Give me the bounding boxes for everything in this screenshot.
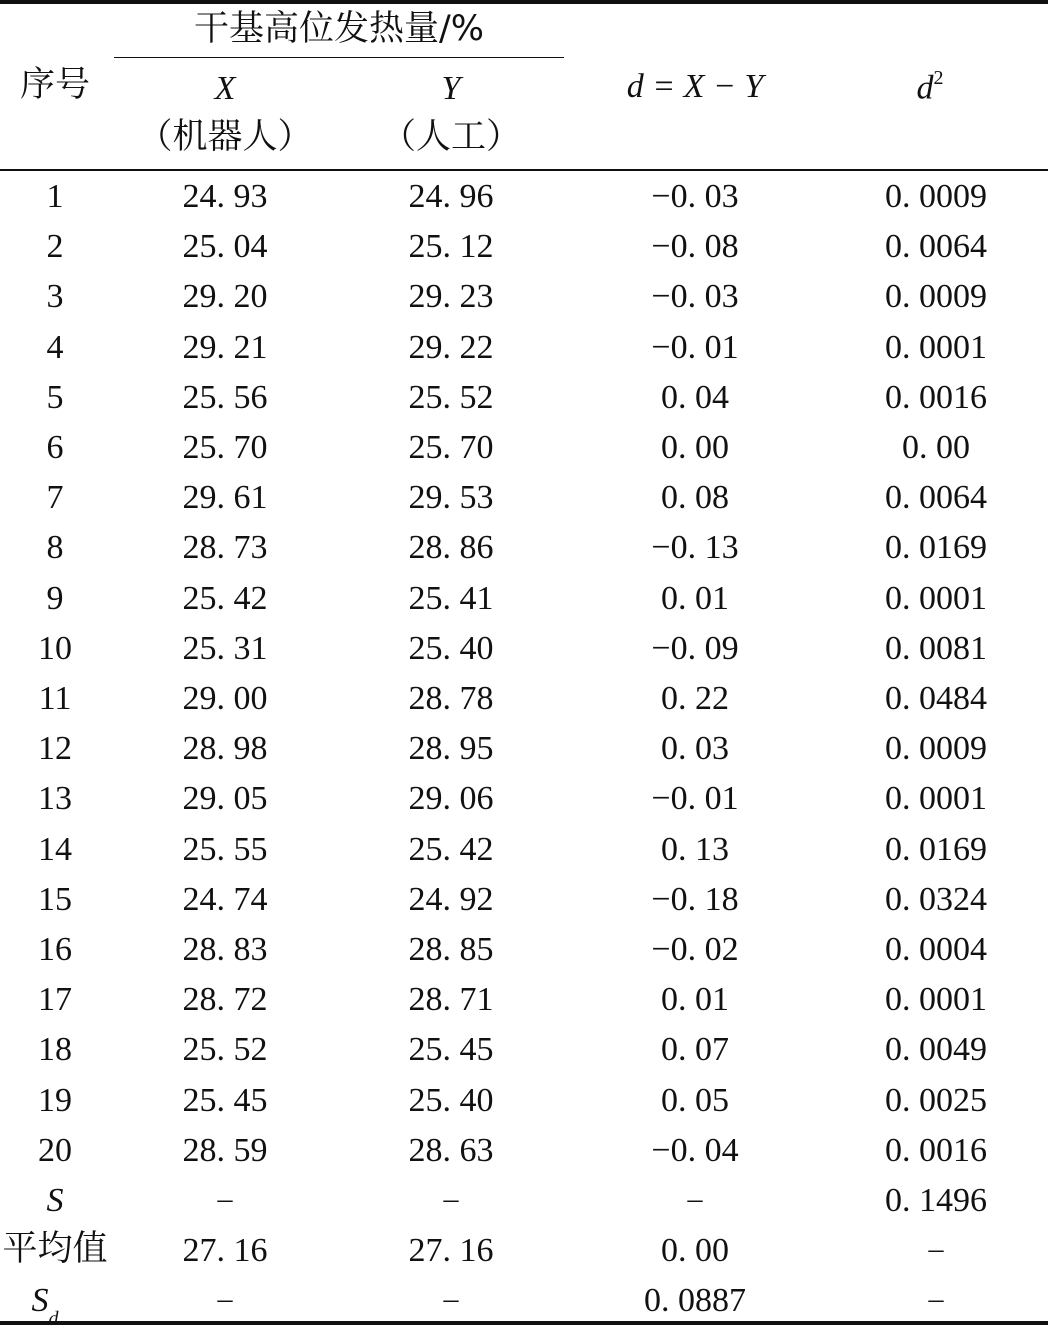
cell-d2: 0. 0324: [885, 880, 987, 918]
cell-x: 25. 70: [182, 429, 268, 466]
cell-d: 0. 08: [661, 479, 729, 517]
cell-y: 29. 53: [408, 479, 494, 517]
sd-label-base: S: [31, 1282, 49, 1320]
row-index: 13: [38, 780, 72, 818]
cell-x: 29. 21: [182, 328, 268, 366]
cell-d2: 0. 0049: [885, 1031, 987, 1069]
cell-y: 25. 12: [408, 228, 494, 266]
row-index: 7: [46, 479, 64, 517]
cell-y: 29. 22: [408, 328, 494, 366]
sum-label: S: [46, 1182, 64, 1219]
sd-d2: –: [928, 1282, 944, 1316]
header-x: X: [214, 70, 236, 107]
cell-d: 0. 00: [661, 429, 729, 466]
cell-y: 24. 96: [408, 178, 494, 215]
cell-y: 28. 71: [408, 981, 494, 1019]
cell-d2: 0. 0001: [885, 328, 987, 366]
row-index: 4: [46, 328, 64, 366]
cell-x: 25. 04: [182, 228, 268, 266]
mean-x: 27. 16: [182, 1232, 268, 1270]
cell-x: 28. 72: [182, 981, 268, 1019]
header-y-note: （人工）: [380, 117, 522, 157]
sum-y: –: [443, 1182, 459, 1215]
cell-y: 25. 41: [408, 579, 494, 617]
row-index: 16: [38, 931, 72, 968]
cell-d2: 0. 0009: [885, 730, 987, 768]
cell-d: −0. 18: [651, 880, 739, 918]
sd-y: –: [443, 1282, 459, 1316]
cell-d2: 0. 0001: [885, 981, 987, 1019]
cell-d: −0. 08: [651, 228, 739, 266]
sd-d: 0. 0887: [644, 1282, 746, 1320]
cell-d: −0. 01: [651, 780, 739, 818]
cell-d: −0. 02: [651, 931, 739, 968]
mean-label: 平均值: [2, 1229, 108, 1270]
cell-d: 0. 01: [661, 579, 729, 617]
header-y: Y: [441, 70, 461, 107]
sd-label-sub: d: [48, 1308, 59, 1330]
cell-d2: 0. 0004: [885, 931, 987, 968]
row-index: 6: [46, 429, 64, 466]
header-d2-base: d: [916, 69, 934, 107]
header-group-label: 干基高位发热量/%: [193, 9, 485, 49]
cell-d: −0. 03: [651, 278, 739, 316]
cell-d2: 0. 0081: [885, 629, 987, 667]
cell-y: 28. 95: [408, 730, 494, 768]
cell-x: 25. 45: [182, 1081, 268, 1119]
sum-d: –: [687, 1182, 703, 1215]
cell-x: 29. 00: [182, 680, 268, 717]
cell-y: 25. 52: [408, 378, 494, 416]
cell-d2: 0. 0064: [885, 479, 987, 517]
sum-x: –: [217, 1182, 233, 1215]
mean-d2: –: [928, 1232, 944, 1266]
cell-d2: 0. 0016: [885, 378, 987, 416]
cell-d2: 0. 0064: [885, 228, 987, 266]
cell-y: 24. 92: [408, 880, 494, 918]
cell-d: −0. 01: [651, 328, 739, 366]
cell-d: 0. 13: [661, 830, 729, 868]
row-index: 15: [38, 880, 72, 918]
sum-d2: 0. 1496: [885, 1182, 987, 1219]
row-index: 8: [46, 529, 64, 567]
cell-x: 29. 61: [182, 479, 268, 517]
cell-x: 28. 98: [182, 730, 268, 768]
cell-x: 29. 05: [182, 780, 268, 818]
row-index: 9: [46, 579, 64, 617]
cell-d2: 0. 00: [902, 429, 970, 466]
cell-d2: 0. 0001: [885, 780, 987, 818]
row-index: 19: [38, 1081, 72, 1119]
cell-y: 28. 85: [408, 931, 494, 968]
row-index: 17: [38, 981, 72, 1019]
cell-d: −0. 03: [651, 178, 739, 215]
cell-x: 25. 52: [182, 1031, 268, 1069]
cell-x: 25. 55: [182, 830, 268, 868]
cell-d: 0. 03: [661, 730, 729, 768]
cell-d2: 0. 0001: [885, 579, 987, 617]
cell-x: 28. 83: [182, 931, 268, 968]
cell-y: 28. 63: [408, 1131, 494, 1169]
row-index: 14: [38, 830, 72, 868]
cell-y: 29. 23: [408, 278, 494, 316]
cell-d: 0. 22: [661, 680, 729, 717]
row-index: 20: [38, 1131, 72, 1169]
row-index: 2: [46, 228, 64, 266]
row-index: 18: [38, 1031, 72, 1069]
cell-x: 25. 56: [182, 378, 268, 416]
sd-label: [31, 1282, 59, 1330]
cell-d: 0. 04: [661, 378, 729, 416]
header-index: 序号: [19, 65, 91, 105]
mean-d: 0. 00: [661, 1232, 729, 1270]
cell-x: 25. 42: [182, 579, 268, 617]
cell-y: 25. 45: [408, 1031, 494, 1069]
cell-x: 28. 59: [182, 1131, 268, 1169]
header-d2-exp: 2: [933, 67, 944, 89]
cell-y: 25. 70: [408, 429, 494, 466]
cell-d2: 0. 0016: [885, 1131, 987, 1169]
cell-d2: 0. 0025: [885, 1081, 987, 1119]
row-index: 5: [46, 378, 64, 416]
row-index: 1: [46, 178, 64, 215]
cell-y: 29. 06: [408, 780, 494, 818]
cell-x: 28. 73: [182, 529, 268, 567]
row-index: 10: [38, 629, 72, 667]
cell-x: 24. 74: [182, 880, 268, 918]
header-x-note: （机器人）: [137, 117, 313, 157]
sd-x: –: [217, 1282, 233, 1316]
cell-y: 28. 78: [408, 680, 494, 717]
row-index: 11: [38, 680, 72, 717]
cell-d2: 0. 0169: [885, 529, 987, 567]
header-d: d = X − Y: [626, 68, 764, 105]
cell-d2: 0. 0009: [885, 278, 987, 316]
cell-d2: 0. 0169: [885, 830, 987, 868]
row-index: 12: [38, 730, 72, 768]
cell-d: −0. 04: [651, 1131, 739, 1169]
cell-d: 0. 05: [661, 1081, 729, 1119]
cell-d: −0. 09: [651, 629, 739, 667]
cell-d: 0. 07: [661, 1031, 729, 1069]
cell-y: 28. 86: [408, 529, 494, 567]
cell-d2: 0. 0484: [885, 680, 987, 717]
cell-x: 25. 31: [182, 629, 268, 667]
cell-d2: 0. 0009: [885, 178, 987, 215]
cell-y: 25. 42: [408, 830, 494, 868]
row-index: 3: [46, 278, 64, 316]
mean-y: 27. 16: [408, 1232, 494, 1270]
cell-y: 25. 40: [408, 629, 494, 667]
cell-x: 24. 93: [182, 178, 268, 215]
cell-y: 25. 40: [408, 1081, 494, 1119]
cell-d: 0. 01: [661, 981, 729, 1019]
cell-d: −0. 13: [651, 529, 739, 567]
cell-x: 29. 20: [182, 278, 268, 316]
